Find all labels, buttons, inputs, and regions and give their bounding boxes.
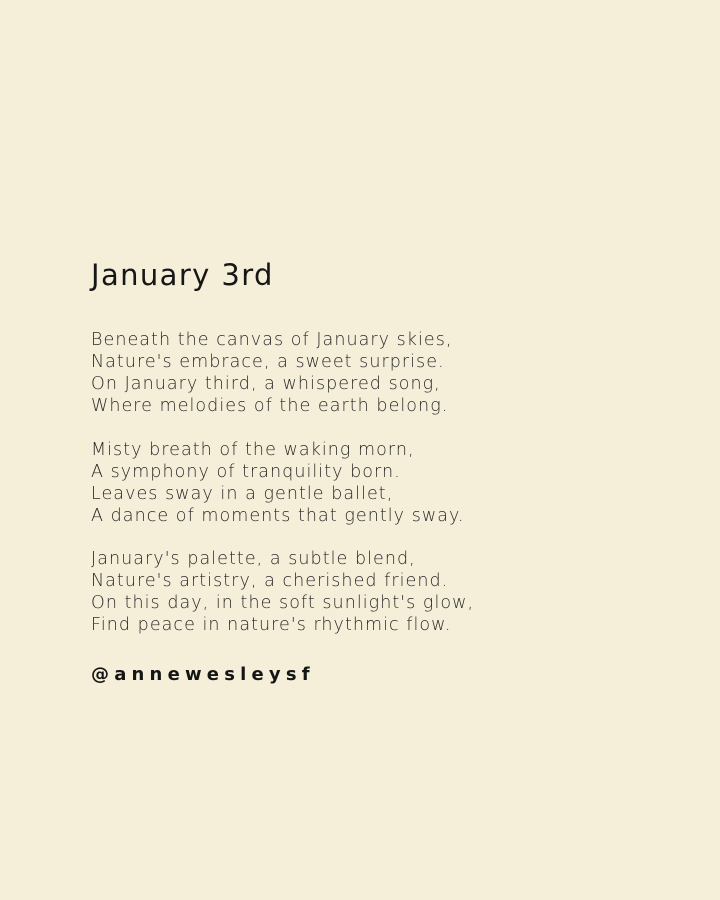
poem-line: Where melodies of the earth belong. (91, 396, 449, 416)
poem-line: Misty breath of the waking morn, (91, 439, 415, 460)
poem-line: Nature's embrace, a sweet surprise. (91, 352, 445, 372)
poem-line: Nature's artistry, a cherished friend. (91, 571, 449, 591)
poem-line: Find peace in nature's rhythmic flow. (91, 615, 452, 635)
stanza-3 (91, 548, 691, 636)
poem-title: January 3rd (91, 258, 274, 292)
poem-body (91, 329, 691, 636)
poem-line: January's palette, a subtle blend, (91, 549, 416, 569)
poem-line: A dance of moments that gently sway. (91, 505, 465, 526)
poem-page (91, 255, 691, 687)
stanza-1 (91, 329, 691, 417)
poem-line: On this day, in the soft sunlight's glow, (91, 593, 475, 613)
poem-line: A symphony of tranquility born. (91, 461, 401, 482)
poem-line: Leaves sway in a gentle ballet, (91, 483, 394, 504)
poem-line: Beneath the canvas of January skies, (91, 330, 453, 350)
author-handle: @annewesleysf (91, 664, 315, 685)
poem-line: On January third, a whispered song, (91, 374, 441, 394)
stanza-2 (91, 439, 691, 527)
